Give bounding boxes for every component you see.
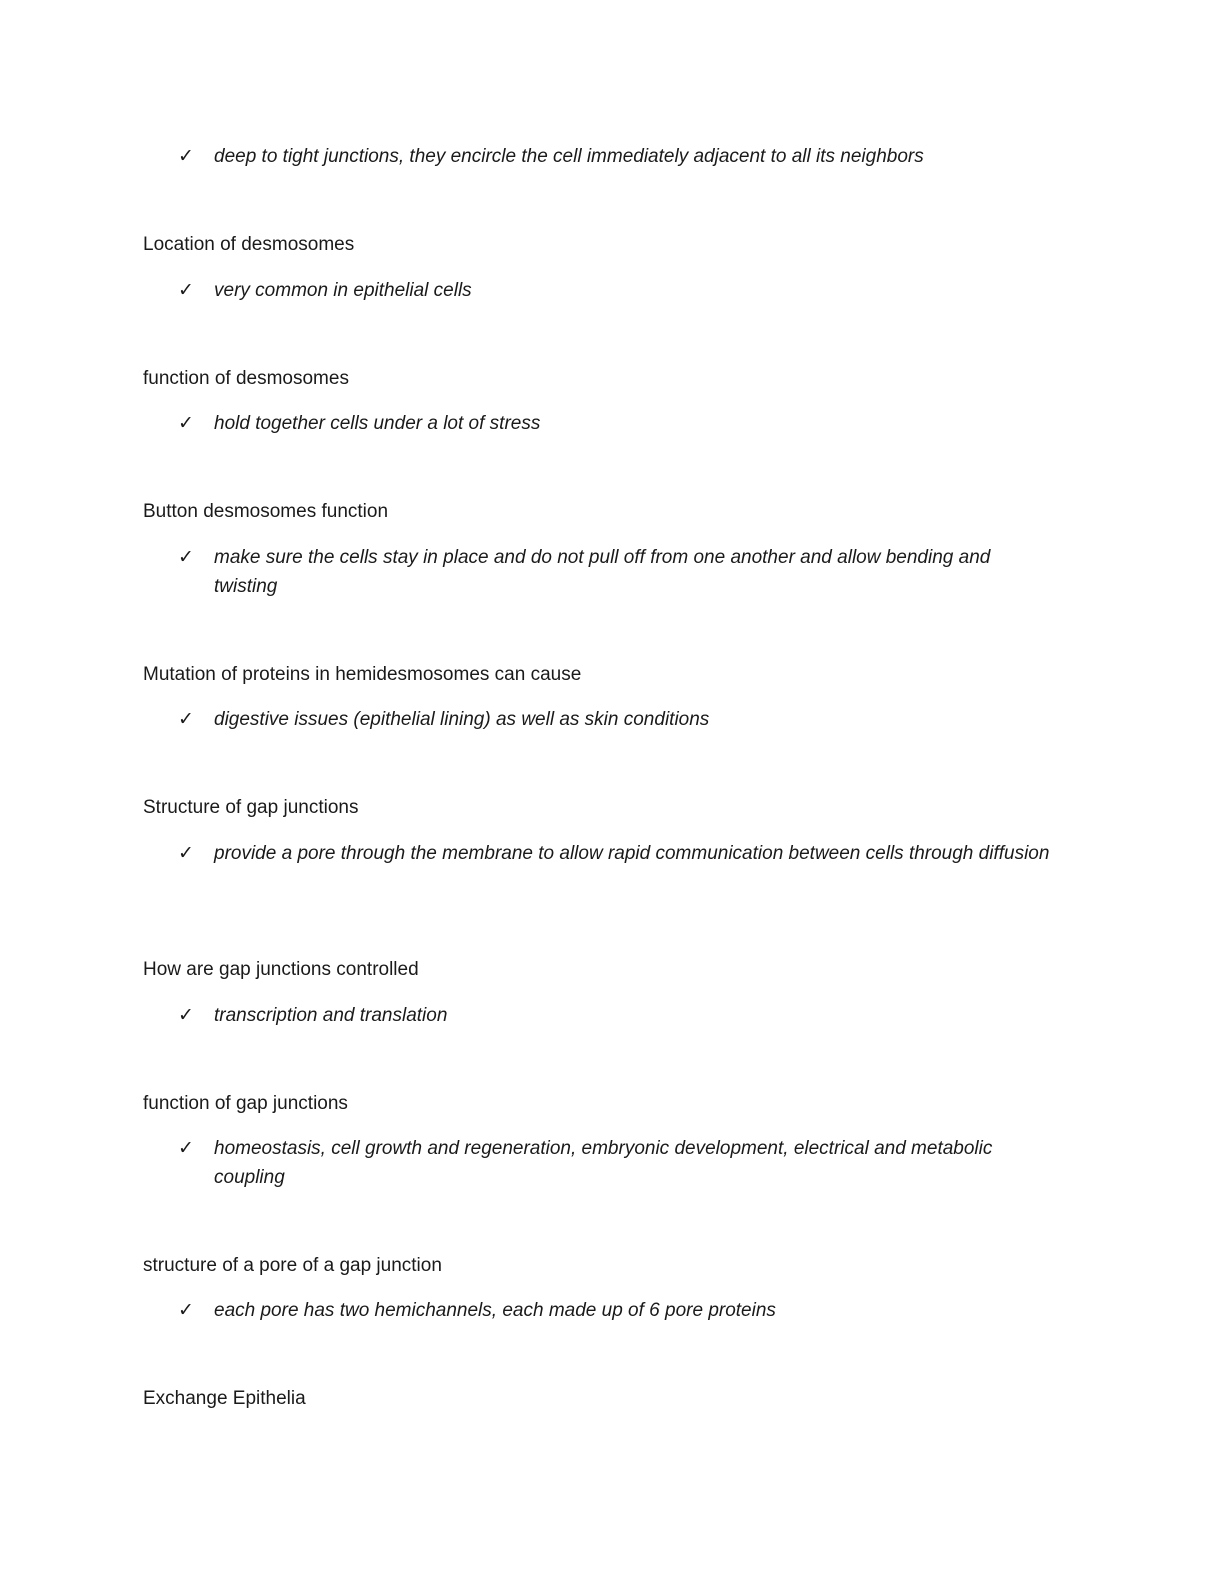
- checkmark-icon: ✓: [178, 1005, 194, 1026]
- answer-text: digestive issues (epithelial lining) as well as skin conditions: [214, 709, 710, 730]
- checkmark-icon: ✓: [178, 413, 194, 434]
- answer-item: [178, 839, 1058, 868]
- checkmark-icon: ✓: [178, 547, 194, 568]
- answer-item: [178, 543, 1058, 601]
- answer-item: [178, 142, 1058, 171]
- answer-text: each pore has two hemichannels, each made up of 6 pore proteins: [214, 1300, 776, 1321]
- question-heading: function of gap junctions: [143, 1093, 348, 1114]
- question-heading: Location of desmosomes: [143, 234, 355, 255]
- question-heading: Structure of gap junctions: [143, 797, 359, 818]
- answer-item: [178, 1296, 1058, 1325]
- answer-item: [178, 409, 1058, 438]
- answer-item: [178, 276, 1058, 305]
- answer-text: make sure the cells stay in place and do not pull off from one another and allow bending and twisting: [214, 547, 991, 597]
- answer-text: deep to tight junctions, they encircle the cell immediately adjacent to all its neighbors: [214, 146, 924, 167]
- checkmark-icon: ✓: [178, 709, 194, 730]
- checkmark-icon: ✓: [178, 146, 194, 167]
- answer-item: [178, 1134, 1058, 1192]
- answer-text: provide a pore through the membrane to allow rapid communication between cells through diffusion: [214, 843, 1050, 864]
- question-heading: Exchange Epithelia: [143, 1388, 306, 1409]
- checkmark-icon: ✓: [178, 843, 194, 864]
- answer-text: very common in epithelial cells: [214, 280, 472, 301]
- checkmark-icon: ✓: [178, 280, 194, 301]
- checkmark-icon: ✓: [178, 1300, 194, 1321]
- checkmark-icon: ✓: [178, 1138, 194, 1159]
- question-heading: How are gap junctions controlled: [143, 959, 419, 980]
- question-heading: function of desmosomes: [143, 368, 349, 389]
- question-heading: Mutation of proteins in hemidesmosomes can cause: [143, 664, 582, 685]
- answer-text: homeostasis, cell growth and regeneration, embryonic development, electrical and metabolic coupling: [214, 1138, 993, 1188]
- question-heading: Button desmosomes function: [143, 501, 389, 522]
- answer-item: [178, 705, 1058, 734]
- answer-item: [178, 1001, 1058, 1030]
- question-heading: structure of a pore of a gap junction: [143, 1255, 442, 1276]
- answer-text: transcription and translation: [214, 1005, 448, 1026]
- answer-text: hold together cells under a lot of stress: [214, 413, 541, 434]
